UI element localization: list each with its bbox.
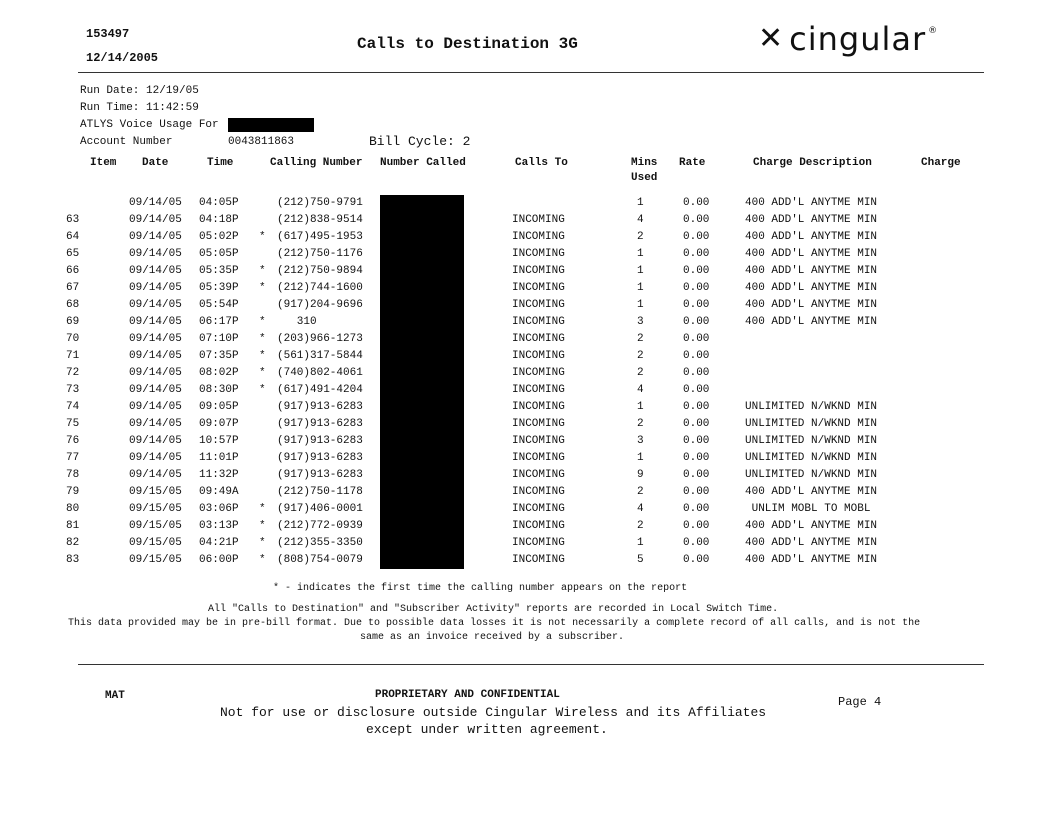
table-row [0,418,1056,435]
time-cell: 09:49A [199,486,239,498]
calls-to-cell: INCOMING [512,537,565,549]
disclaimer-line-1: All "Calls to Destination" and "Subscriber Activity" reports are recorded in Local Switch Time. [208,604,779,615]
rate-cell: 0.00 [683,401,710,413]
cingular-logo [758,22,937,56]
col-used: Used [631,172,658,184]
first-appearance-marker: * [259,316,266,328]
usage-for-label: ATLYS Voice Usage For [80,119,219,131]
report-date: 12/14/2005 [86,51,159,65]
calling-number-cell: (617)495-1953 [277,231,363,243]
number-called-redaction [380,331,464,348]
item-cell: 69 [66,316,80,328]
first-appearance-marker: * [259,554,266,566]
charge-description-cell: UNLIMITED N/WKND MIN [745,469,878,481]
table-row [0,537,1056,554]
calling-number-cell: (808)754-0079 [277,554,363,566]
mins-used-cell: 2 [637,367,644,379]
calls-to-cell: INCOMING [512,350,565,362]
calls-to-cell: INCOMING [512,486,565,498]
number-called-redaction [380,314,464,331]
calls-to-cell: INCOMING [512,333,565,345]
footer-code: MAT [105,690,125,702]
date-cell: 09/15/05 [129,537,182,549]
rate-cell: 0.00 [683,469,710,481]
calls-to-cell: INCOMING [512,214,565,226]
rate-cell: 0.00 [683,452,710,464]
table-row [0,435,1056,452]
date-cell: 09/15/05 [129,486,182,498]
time-cell: 07:35P [199,350,239,362]
number-called-redaction [380,399,464,416]
mins-used-cell: 1 [637,401,644,413]
time-cell: 04:18P [199,214,239,226]
calling-number-cell: (212)355-3350 [277,537,363,549]
footer-divider [78,664,984,665]
mins-used-cell: 1 [637,452,644,464]
time-cell: 09:05P [199,401,239,413]
table-row [0,384,1056,401]
item-cell: 68 [66,299,80,311]
mins-used-cell: 4 [637,214,644,226]
time-cell: 05:05P [199,248,239,260]
time-cell: 10:57P [199,435,239,447]
number-called-redaction [380,467,464,484]
time-cell: 06:00P [199,554,239,566]
run-time: Run Time: 11:42:59 [80,102,199,114]
table-row [0,486,1056,503]
calling-number-cell: (917)913-6283 [277,418,363,430]
date-cell: 09/14/05 [129,333,182,345]
charge-description-cell: 400 ADD'L ANYTME MIN [745,265,878,277]
calling-number-cell: (917)913-6283 [277,469,363,481]
rate-cell: 0.00 [683,520,710,532]
rate-cell: 0.00 [683,384,710,396]
table-row [0,299,1056,316]
star-note: * - indicates the first time the calling number appears on the report [273,583,688,594]
calling-number-cell: (561)317-5844 [277,350,363,362]
calls-to-cell: INCOMING [512,469,565,481]
item-cell: 67 [66,282,80,294]
item-cell: 75 [66,418,80,430]
rate-cell: 0.00 [683,537,710,549]
col-charge: Charge [921,157,961,169]
mins-used-cell: 4 [637,503,644,515]
date-cell: 09/14/05 [129,282,182,294]
mins-used-cell: 3 [637,316,644,328]
registered-mark: ® [928,26,938,36]
date-cell: 09/14/05 [129,316,182,328]
item-cell: 81 [66,520,80,532]
charge-description-cell: UNLIMITED N/WKND MIN [745,435,878,447]
header-divider [78,72,984,73]
table-row [0,231,1056,248]
first-appearance-marker: * [259,537,266,549]
time-cell: 07:10P [199,333,239,345]
mins-used-cell: 5 [637,554,644,566]
disclaimer-line-3: same as an invoice received by a subscriber. [360,632,625,643]
calls-to-cell: INCOMING [512,282,565,294]
time-cell: 03:13P [199,520,239,532]
number-called-redaction [380,433,464,450]
charge-description-cell: 400 ADD'L ANYTME MIN [745,299,878,311]
mins-used-cell: 1 [637,248,644,260]
mins-used-cell: 2 [637,350,644,362]
charge-description-cell: UNLIMITED N/WKND MIN [745,401,878,413]
item-cell: 80 [66,503,80,515]
time-cell: 05:35P [199,265,239,277]
col-rate: Rate [679,157,706,169]
calling-number-cell: (212)750-1176 [277,248,363,260]
calls-to-cell: INCOMING [512,231,565,243]
calling-number-cell: 310 [277,316,317,328]
rate-cell: 0.00 [683,486,710,498]
calls-to-cell: INCOMING [512,503,565,515]
table-row [0,316,1056,333]
charge-description-cell: 400 ADD'L ANYTME MIN [745,214,878,226]
number-called-redaction [380,501,464,518]
time-cell: 08:02P [199,367,239,379]
item-cell: 71 [66,350,80,362]
time-cell: 05:39P [199,282,239,294]
calls-to-cell: INCOMING [512,367,565,379]
date-cell: 09/14/05 [129,197,182,209]
rate-cell: 0.00 [683,197,710,209]
item-cell: 82 [66,537,80,549]
first-appearance-marker: * [259,384,266,396]
charge-description-cell: 400 ADD'L ANYTME MIN [745,231,878,243]
report-id: 153497 [86,27,130,41]
date-cell: 09/14/05 [129,418,182,430]
calls-to-cell: INCOMING [512,248,565,260]
rate-cell: 0.00 [683,299,710,311]
date-cell: 09/14/05 [129,435,182,447]
calling-number-cell: (212)750-9894 [277,265,363,277]
date-cell: 09/14/05 [129,350,182,362]
first-appearance-marker: * [259,333,266,345]
calls-to-cell: INCOMING [512,435,565,447]
date-cell: 09/14/05 [129,248,182,260]
calling-number-cell: (212)744-1600 [277,282,363,294]
redaction-bar [228,118,314,132]
rate-cell: 0.00 [683,333,710,345]
date-cell: 09/15/05 [129,554,182,566]
calling-number-cell: (917)913-6283 [277,452,363,464]
rate-cell: 0.00 [683,554,710,566]
logo-wordmark: cingular [789,20,927,58]
time-cell: 04:05P [199,197,239,209]
number-called-redaction [380,246,464,263]
number-called-redaction [380,348,464,365]
col-number-called: Number Called [380,157,466,169]
number-called-redaction [380,212,464,229]
table-row [0,197,1056,214]
time-cell: 05:02P [199,231,239,243]
calling-number-cell: (617)491-4204 [277,384,363,396]
calls-to-cell: INCOMING [512,401,565,413]
calls-to-cell: INCOMING [512,384,565,396]
time-cell: 09:07P [199,418,239,430]
first-appearance-marker: * [259,350,266,362]
proprietary-notice: PROPRIETARY AND CONFIDENTIAL [375,689,560,701]
table-row [0,333,1056,350]
number-called-redaction [380,484,464,501]
rate-cell: 0.00 [683,367,710,379]
table-row [0,214,1056,231]
calling-number-cell: (917)913-6283 [277,435,363,447]
number-called-redaction [380,552,464,569]
item-cell: 76 [66,435,80,447]
col-mins: Mins [631,157,658,169]
table-row [0,503,1056,520]
mins-used-cell: 1 [637,282,644,294]
calls-to-cell: INCOMING [512,452,565,464]
first-appearance-marker: * [259,231,266,243]
number-called-redaction [380,195,464,212]
number-called-redaction [380,297,464,314]
item-cell: 73 [66,384,80,396]
mins-used-cell: 2 [637,486,644,498]
mins-used-cell: 2 [637,333,644,345]
date-cell: 09/14/05 [129,265,182,277]
number-called-redaction [380,382,464,399]
date-cell: 09/14/05 [129,384,182,396]
col-time: Time [207,157,234,169]
mins-used-cell: 1 [637,197,644,209]
date-cell: 09/14/05 [129,469,182,481]
table-row [0,282,1056,299]
rate-cell: 0.00 [683,418,710,430]
disclosure-notice: Not for use or disclosure outside Cingular Wireless and its Affiliates [220,705,767,720]
date-cell: 09/14/05 [129,214,182,226]
number-called-redaction [380,280,464,297]
calling-number-cell: (917)406-0001 [277,503,363,515]
time-cell: 04:21P [199,537,239,549]
calls-to-cell: INCOMING [512,299,565,311]
charge-description-cell: 400 ADD'L ANYTME MIN [745,248,878,260]
charge-description-cell: UNLIMITED N/WKND MIN [745,452,878,464]
table-row [0,452,1056,469]
mins-used-cell: 2 [637,520,644,532]
number-called-redaction [380,518,464,535]
time-cell: 03:06P [199,503,239,515]
account-label: Account Number [80,136,173,148]
charge-description-cell: 400 ADD'L ANYTME MIN [745,282,878,294]
cingular-x-icon: ✕ [758,21,784,56]
calling-number-cell: (203)966-1273 [277,333,363,345]
first-appearance-marker: * [259,503,266,515]
mins-used-cell: 1 [637,265,644,277]
mins-used-cell: 3 [637,435,644,447]
table-row [0,469,1056,486]
bill-cycle: Bill Cycle: 2 [369,134,471,149]
item-cell: 70 [66,333,80,345]
disclaimer-line-2: This data provided may be in pre-bill format. Due to possible data losses it is not necessarily a complete record of all calls, and is not the [68,618,921,629]
rate-cell: 0.00 [683,435,710,447]
first-appearance-marker: * [259,282,266,294]
date-cell: 09/15/05 [129,520,182,532]
rate-cell: 0.00 [683,282,710,294]
item-cell: 64 [66,231,80,243]
date-cell: 09/14/05 [129,299,182,311]
time-cell: 06:17P [199,316,239,328]
col-date: Date [142,157,169,169]
item-cell: 77 [66,452,80,464]
table-row [0,554,1056,571]
first-appearance-marker: * [259,367,266,379]
table-row [0,265,1056,282]
mins-used-cell: 2 [637,418,644,430]
mins-used-cell: 1 [637,299,644,311]
rate-cell: 0.00 [683,214,710,226]
date-cell: 09/14/05 [129,231,182,243]
time-cell: 08:30P [199,384,239,396]
mins-used-cell: 2 [637,231,644,243]
calling-number-cell: (917)204-9696 [277,299,363,311]
number-called-redaction [380,365,464,382]
date-cell: 09/14/05 [129,452,182,464]
calling-number-cell: (212)772-0939 [277,520,363,532]
mins-used-cell: 1 [637,537,644,549]
number-called-redaction [380,535,464,552]
col-charge-description: Charge Description [753,157,872,169]
calling-number-cell: (212)750-1178 [277,486,363,498]
col-item: Item [90,157,117,169]
rate-cell: 0.00 [683,231,710,243]
mins-used-cell: 9 [637,469,644,481]
calling-number-cell: (917)913-6283 [277,401,363,413]
calls-to-cell: INCOMING [512,316,565,328]
agreement-notice: except under written agreement. [366,722,608,737]
date-cell: 09/15/05 [129,503,182,515]
time-cell: 11:32P [199,469,239,481]
calling-number-cell: (212)838-9514 [277,214,363,226]
table-row [0,350,1056,367]
table-row [0,367,1056,384]
item-cell: 78 [66,469,80,481]
col-calls-to: Calls To [515,157,568,169]
calling-number-cell: (212)750-9791 [277,197,363,209]
number-called-redaction [380,416,464,433]
page-number: Page 4 [838,695,882,709]
calling-number-cell: (740)802-4061 [277,367,363,379]
rate-cell: 0.00 [683,248,710,260]
first-appearance-marker: * [259,520,266,532]
item-cell: 74 [66,401,80,413]
account-number: 0043811863 [228,136,295,148]
page-title: Calls to Destination 3G [357,35,578,53]
number-called-redaction [380,229,464,246]
charge-description-cell: UNLIM MOBL TO MOBL [745,503,871,515]
time-cell: 05:54P [199,299,239,311]
calls-to-cell: INCOMING [512,554,565,566]
charge-description-cell: 400 ADD'L ANYTME MIN [745,520,878,532]
date-cell: 09/14/05 [129,367,182,379]
charge-description-cell: 400 ADD'L ANYTME MIN [745,537,878,549]
table-row [0,520,1056,537]
run-date: Run Date: 12/19/05 [80,85,199,97]
item-cell: 66 [66,265,80,277]
item-cell: 72 [66,367,80,379]
calls-to-cell: INCOMING [512,265,565,277]
number-called-redaction [380,450,464,467]
charge-description-cell: 400 ADD'L ANYTME MIN [745,554,878,566]
item-cell: 83 [66,554,80,566]
col-calling-number: Calling Number [270,157,363,169]
rate-cell: 0.00 [683,350,710,362]
charge-description-cell: 400 ADD'L ANYTME MIN [745,197,878,209]
charge-description-cell: UNLIMITED N/WKND MIN [745,418,878,430]
first-appearance-marker: * [259,265,266,277]
item-cell: 65 [66,248,80,260]
number-called-redaction [380,263,464,280]
rate-cell: 0.00 [683,316,710,328]
calls-to-cell: INCOMING [512,520,565,532]
date-cell: 09/14/05 [129,401,182,413]
item-cell: 79 [66,486,80,498]
item-cell: 63 [66,214,80,226]
table-row [0,401,1056,418]
calls-to-cell: INCOMING [512,418,565,430]
charge-description-cell: 400 ADD'L ANYTME MIN [745,486,878,498]
mins-used-cell: 4 [637,384,644,396]
table-row [0,248,1056,265]
rate-cell: 0.00 [683,503,710,515]
rate-cell: 0.00 [683,265,710,277]
time-cell: 11:01P [199,452,239,464]
charge-description-cell: 400 ADD'L ANYTME MIN [745,316,878,328]
